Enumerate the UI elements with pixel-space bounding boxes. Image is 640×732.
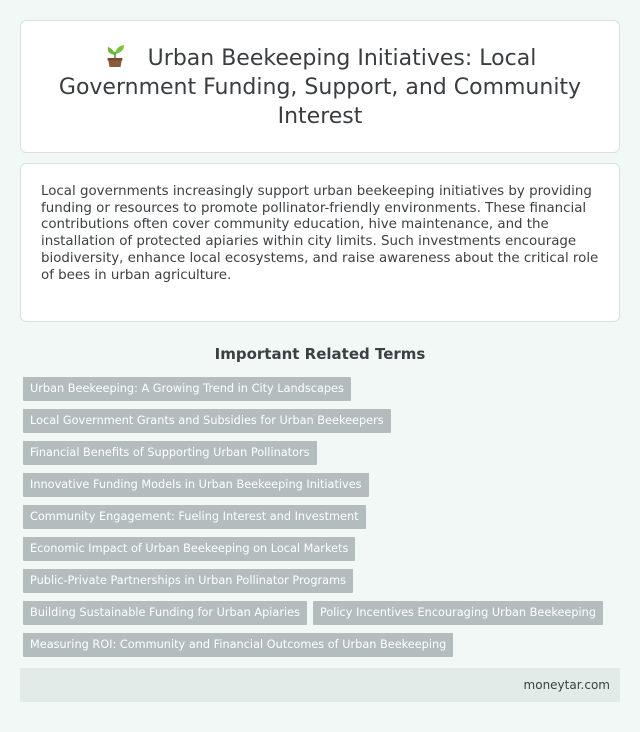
page-title	[51, 42, 589, 131]
related-term-tag[interactable]: Financial Benefits of Supporting Urban Pollinators	[23, 441, 317, 465]
description-text: Local governments increasingly support urban beekeeping initiatives by providing funding or resources to promote pollinator-friendly environments. These financial contributions often cover community education, hive maintenance, and the installation of protected apiaries within city limits. Such investments encourage biodiversity, enhance local ecosystems, and raise awareness about the critical role of bees in urban agriculture.	[41, 184, 599, 283]
related-term-tag[interactable]: Innovative Funding Models in Urban Beekeeping Initiatives	[23, 473, 369, 497]
related-term-tag[interactable]: Community Engagement: Fueling Interest and Investment	[23, 505, 366, 529]
seedling-icon	[104, 42, 126, 68]
description-card	[20, 163, 620, 322]
related-term-tag[interactable]: Local Government Grants and Subsidies for Urban Beekeepers	[23, 409, 391, 433]
related-term-tag[interactable]: Public-Private Partnerships in Urban Pollinator Programs	[23, 569, 353, 593]
related-term-tag[interactable]: Urban Beekeeping: A Growing Trend in City Landscapes	[23, 377, 351, 401]
related-term-tag[interactable]: Policy Incentives Encouraging Urban Beekeeping	[313, 601, 603, 625]
related-term-tag[interactable]: Building Sustainable Funding for Urban Apiaries	[23, 601, 307, 625]
page-title-text: Urban Beekeeping Initiatives: Local Government Funding, Support, and Community Interest	[58, 46, 582, 129]
related-terms-heading: Important Related Terms	[214, 345, 426, 363]
footer	[20, 668, 620, 702]
related-terms-list	[23, 377, 618, 657]
title-card	[20, 20, 620, 153]
footer-site-link[interactable]: moneytar.com	[523, 678, 610, 692]
related-term-tag[interactable]: Measuring ROI: Community and Financial Outcomes of Urban Beekeeping	[23, 633, 453, 657]
related-term-tag[interactable]: Economic Impact of Urban Beekeeping on Local Markets	[23, 537, 355, 561]
